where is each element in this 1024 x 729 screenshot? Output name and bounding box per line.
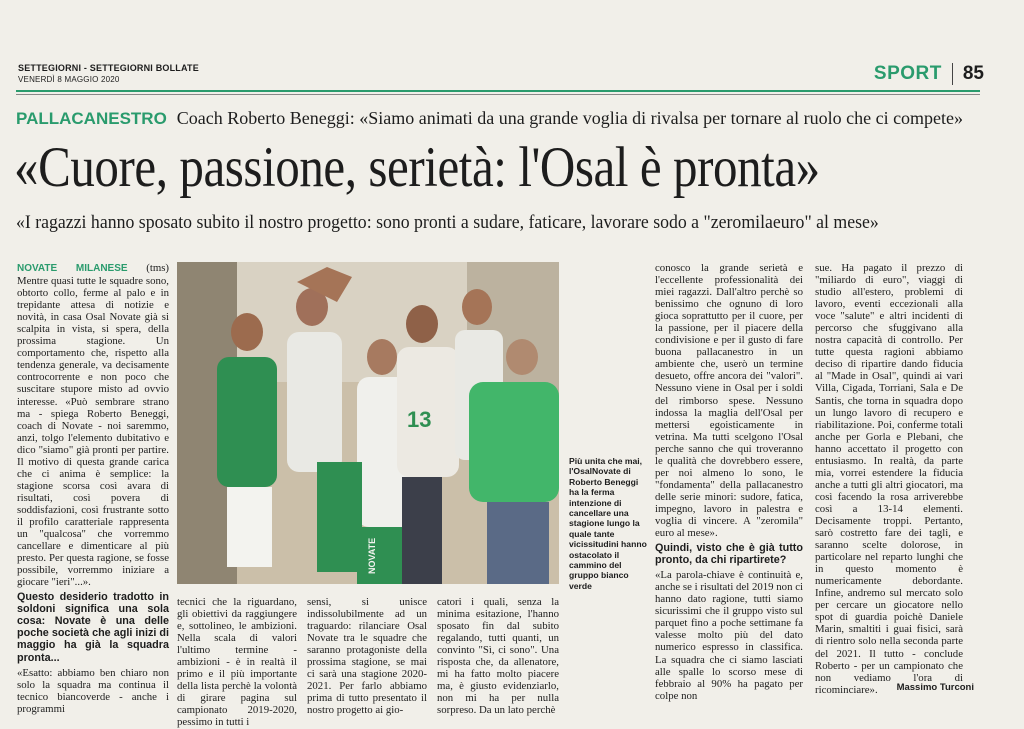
question-2: Quindi, visto che è già tutto pronto, da chi ripartirete? bbox=[655, 542, 803, 567]
byline: Massimo Turconi bbox=[896, 682, 974, 693]
photo-caption: Più unita che mai, l'OsalNovate di Roberto Beneggi ha la ferma intenzione di cancellare una stagione lungo la quale tante vicissitudini hanno ostacolato il cammino del gruppo bianco verde bbox=[569, 456, 647, 591]
section-header bbox=[874, 63, 984, 85]
jersey-number: 13 bbox=[407, 407, 432, 432]
column-4 bbox=[437, 596, 559, 717]
column-2 bbox=[177, 596, 297, 729]
kicker-subtitle: Coach Roberto Beneggi: «Siamo animati da una grande voglia di rivalsa per tornare al ruolo che ci compete» bbox=[176, 108, 964, 128]
column-5-text-2: «La parola-chiave è continuità e, anche se i risultati del 2019 non ci hanno dato ragione, tutti siamo sicurissimi che il gruppo visto sul parquet fino a poche settimane fa valesse molto più del dato numerico espresso in classifica. La squadra che ci siamo lasciati alle spalle lo scorso mese di febbraio al 90% ha pagato per colpe non bbox=[655, 569, 803, 702]
standfirst: «I ragazzi hanno sposato subito il nostro progetto: sono pronti a sudare, faticare, lavorare sodo a "zeromilaeuro" al mese» bbox=[16, 213, 879, 233]
column-5-text: conosco la grande serietà e l'eccellente professionalità dei miei ragazzi. Dall'altro perchè so benissimo che ognuno di loro gioca soprattutto per il cuore, per la passione, per il piacere della condivisione e per il gusto di fare buona pallacanestro in un ambiente che, userò un termine desueto, offre ancora dei "valori". Nessuno viene in Osal per i soldi del rimborso spese. Nessuno indossa la maglia dell'Osal per mettersi egoisticamente in vetrina. Ma tutti scelgono l'Osal perche sanno che qui troveranno le qualità che dovrebbero essere, per noi almeno lo sono, le "fondamenta" della pallacanestro delle serie minori: sudore, fatica, impegno, lavoro in palestra e voglia di vincere. A "zeromila" euro al mese». bbox=[655, 262, 803, 540]
issue-date: VENERDÌ 8 MAGGIO 2020 bbox=[18, 75, 120, 84]
headline: «Cuore, passione, serietà: l'Osal è pronta» bbox=[14, 136, 820, 199]
question-1: Questo desiderio tradotto in soldoni significa una sola cosa: Novate è una delle poche società che agli inizi di maggio ha già la squadra pronta... bbox=[17, 591, 169, 664]
masthead-title: SETTEGIORNI - SETTEGIORNI BOLLATE bbox=[18, 63, 199, 73]
column-1-text: (tms) Mentre quasi tutte le squadre sono, obtorto collo, ferme al palo e in trepidante attesa di notizie e novità, in casa Osal Novate già si scalpita in vista, si spera, della prossima stagione. Un comportamento che, rispetto alla tendenza generale, va decisamente controcorrente e non poco che suscitare stupore misto ad ovvio interesse. «Può sembrare strano ma - spiega Roberto Beneggi, coach di Novate - noi saremmo, anzi, tolgo l'elemento dubitativo e dico "siamo" già pronti per partire. Il motivo di questa grande carica che ci anima è semplice: la stagione scorsa così avara di risultati, così povera di soddisfazioni, così frustrante sotto il profilo caratteriale rappresenta un "qualcosa" che vorremmo cancellare e dimenticare al più presto. Per questa ragione, se fosse possibile, vorremmo iniziare a giocare "ieri"...». bbox=[17, 262, 170, 589]
header-rule-thin bbox=[16, 94, 980, 95]
column-3-text: sensi, si unisce indissolubilmente ad un traguardo: rilanciare Osal Novate tra le squadre che saranno protagoniste della prossima stagione, se mai ci sarà una stagione 2020-2021. Per farlo abbiamo prima di tutto presentato il nostro progetto ai gio- bbox=[307, 596, 427, 717]
header-divider bbox=[952, 63, 953, 85]
column-4-text: catori i quali, senza la minima esitazione, l'hanno sposato fin dal subito regalando, tutti quanti, un convinto "Sì, ci sono". Una risposta che, da allenatore, mi ha fatto molto piacere ma, è giusto evidenziarlo, non mi ha per nulla sorpreso. Da un lato perchè bbox=[437, 596, 559, 717]
dateline: NOVATE MILANESE bbox=[17, 263, 128, 274]
column-1 bbox=[17, 262, 170, 715]
column-2-text: tecnici che la riguardano, gli obiettivi da raggiungere e, sottolineo, le ambizioni. Nella scala di valori l'ultimo termine - ambizioni - è in realtà il primo e il più importante della lista perchè la volontà di girare pagina sul campionato 2019-2020, pessimo in tutti i bbox=[177, 596, 297, 729]
page-number: 85 bbox=[962, 63, 984, 84]
column-1-text-2: «Esatto: abbiamo ben chiaro non solo la squadra ma continua il tecnico biancoverde - anche i programmi bbox=[17, 666, 169, 715]
section-name: SPORT bbox=[873, 63, 942, 84]
column-6-text: sue. Ha pagato il prezzo di "miliardo di euro", viaggi di studio all'estero, problemi di lavoro, eventi eccezionali alla voce "salute" e altri incidenti di percorso che sfuggivano alla nostra capacità di controllo. Per tutte questa ragioni abbiamo deciso di ripartire dando fiducia al "Made in Osal", quindi ai vari Villa, Cigada, Torriani, Sala e De Santis, che torna in squadra dopo un lungo lavoro di recupero e riabilitazione. Poi, conferme totali anche per Gorla e Plebani, che hanno accettato il progetto con entusiasmo. In realtà, da parte mia, vorrei estendere la fiducia anche a tutti gli altri giocatori, ma così facendo la rosa arriverebbe così a 13-14 elementi. Decisamente troppi. Pertanto, sarò costretto fare dei tagli, e saranno scelte dolorose, in particolare nel reparto lunghi che in questo momento è numericamente debordante. Infine, andremo sul mercato solo per cercare un giocatore nello spot di guardia poichè Daniele Marin, smaltiti i guai fisici, sarà di rientro solo nella seconda parte del 2021. Il tutto - conclude Roberto - per un campionato che non vediamo l'ora di ricominciare». bbox=[815, 262, 963, 696]
kicker: PALLACANESTRO bbox=[16, 109, 167, 128]
masthead bbox=[18, 63, 199, 85]
column-3 bbox=[307, 596, 427, 717]
header-rule bbox=[16, 90, 980, 92]
team-photo bbox=[177, 262, 559, 584]
column-5 bbox=[655, 262, 803, 702]
kicker-row bbox=[16, 108, 963, 129]
jersey-text: NOVATE bbox=[367, 537, 377, 574]
